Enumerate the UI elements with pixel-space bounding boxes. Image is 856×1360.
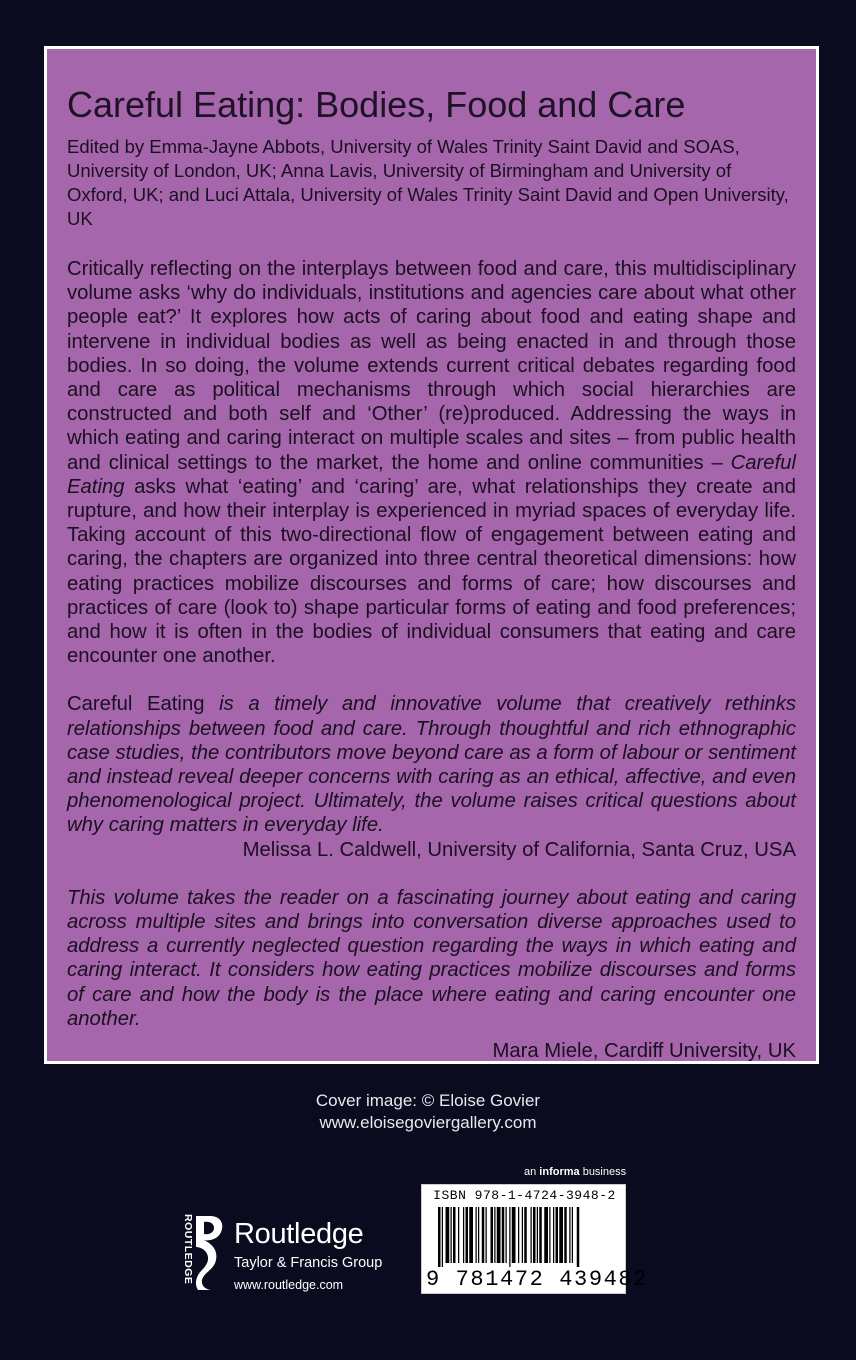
cover-image-credit <box>0 1090 856 1134</box>
isbn-label: ISBN 978-1-4724-3948-2 <box>433 1188 616 1203</box>
book-description <box>67 257 796 668</box>
barcode-bar <box>544 1207 548 1263</box>
barcode-bar <box>512 1207 516 1263</box>
publisher-website: www.routledge.com <box>234 1278 344 1292</box>
barcode-bar <box>497 1207 501 1263</box>
barcode-bar <box>446 1207 450 1263</box>
barcode-bar <box>458 1207 459 1263</box>
endorsement-2-attribution: Mara Miele, Cardiff University, UK <box>492 1040 796 1063</box>
isbn-barcode <box>421 1184 649 1294</box>
barcode-digits: 9 781472 439482 <box>426 1267 649 1292</box>
barcode-bar <box>556 1207 559 1263</box>
informa-prefix: an <box>524 1166 540 1178</box>
endorsement-1-attribution: Melissa L. Caldwell, University of California, Santa Cruz, USA <box>242 838 796 861</box>
barcode-bar <box>506 1207 507 1263</box>
editors-credit: Edited by Emma-Jayne Abbots, University of Wales Trinity Saint David and SOAS, University of London, UK; Anna Lavis, University of Birmingham and University of Oxford, UK; and Luci Attala, University of Wales Trinity Saint David and Open University, UK <box>67 136 789 229</box>
description-part-1: Critically reflecting on the interplays between food and care, this multidisciplinary volume asks ‘why do individuals, institutions and agencies care about what other people eat?’ It explores how acts of caring about food and eating shape and intervene in individual bodies as well as being enacted in and through those bodies. In so doing, the volume extends current critical debates regarding food and care as political mechanisms through which social hierarchies are constructed and both self and ‘Other’ (re)produced. Addressing the ways in which eating and caring interact on multiple scales and sites – from public health and clinical settings to the market, the home and online communities – <box>67 258 796 474</box>
book-title: Careful Eating: Bodies, Food and Care <box>67 84 686 125</box>
barcode-bar <box>451 1207 452 1263</box>
cover-credit-line: Cover image: © Eloise Govier <box>315 1091 541 1110</box>
barcode-bar <box>569 1207 570 1263</box>
barcode-bar <box>539 1207 542 1263</box>
barcode-bar <box>549 1207 550 1263</box>
barcode-bar <box>524 1207 527 1263</box>
barcode-bar <box>518 1207 519 1263</box>
barcode-bar <box>491 1207 494 1263</box>
barcode-bar <box>553 1207 554 1263</box>
description-part-2: asks what ‘eating’ and ‘caring’ are, what relationships they create and rupture, and how their interplay is experienced in myriad spaces of everyday life. Taking account of this two-directional flow of engagement between eating and caring, the chapters are organized into three central theoretical dimensions: how eating practices mobilize discourses and forms of care; how discourses and practices of care (look to) shape particular forms of eating and food preferences; and how it is often in the bodies of individual consumers that eating and care encounter one another. <box>67 475 796 668</box>
barcode-bar <box>531 1207 532 1263</box>
informa-bold: informa <box>539 1166 580 1178</box>
endorsement-1-lead: Careful Eating <box>67 693 205 716</box>
routledge-r-icon <box>192 1214 228 1292</box>
barcode-bar <box>478 1207 479 1263</box>
barcode-bar <box>486 1207 487 1263</box>
barcode-bar <box>476 1207 477 1263</box>
barcode-bar <box>502 1207 505 1263</box>
barcode-bar <box>466 1207 469 1263</box>
barcode-bar <box>438 1207 441 1267</box>
informa-suffix: business <box>579 1166 627 1178</box>
publisher-name: Routledge <box>234 1218 364 1250</box>
barcode-bar <box>509 1207 510 1267</box>
barcode-bars <box>428 1207 622 1267</box>
barcode-bar <box>482 1207 485 1263</box>
barcode-bar <box>572 1207 573 1263</box>
barcode-bar <box>577 1207 580 1267</box>
barcode-bar <box>533 1207 536 1263</box>
description-title-italic: Careful Eating <box>67 451 796 498</box>
barcode-bar <box>537 1207 538 1263</box>
endorsement-1-text: is a timely and innovative volume that creatively rethinks relationships between food and care. Through thoughtful and rich ethnographic case studies, the contributors move beyond care as a form of labour or sentiment and instead reveal deeper concerns with caring as an ethical, affective, and even phenomenological project. Ultimately, the volume raises critical questions about why caring matters in everyday life. <box>67 693 796 837</box>
cover-credit-website: www.eloisegoviergallery.com <box>319 1113 537 1132</box>
informa-tagline <box>524 1166 626 1178</box>
barcode-bar <box>453 1207 456 1263</box>
barcode-bar <box>469 1207 473 1263</box>
endorsement-2: This volume takes the reader on a fascinating journey about eating and caring across multiple sites and brings into conversation diverse approaches used to address a currently neglected question regarding the ways in which eating and caring interact. It considers how eating practices mobilize discourses and forms of care and how the body is the place where eating and caring encounter one another. <box>67 886 796 1030</box>
barcode-bar <box>494 1207 495 1263</box>
barcode-bar <box>559 1207 563 1263</box>
barcode-bar <box>522 1207 523 1263</box>
back-cover-panel <box>44 46 819 1064</box>
endorsement-1 <box>67 692 796 837</box>
publisher-group: Taylor & Francis Group <box>234 1255 383 1271</box>
barcode-bar <box>463 1207 464 1263</box>
routledge-vertical-text: ROUTLEDGE <box>182 1214 194 1285</box>
barcode-bar <box>442 1207 443 1267</box>
barcode-bar <box>564 1207 567 1263</box>
